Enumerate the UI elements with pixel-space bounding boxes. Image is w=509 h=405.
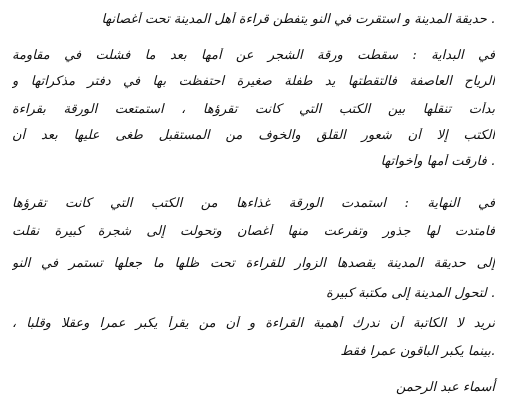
text-line: . حديقة المدينة و استقرت في النو يتفطن قراءة أهل المدينة تحت أغصانها — [101, 12, 495, 27]
text-line: إلى حديقة المدينة يقصدها الزوار للقراءة تحت ظلها ما جعلها تستمر في النو — [12, 256, 495, 271]
text-line: بدأت تنقلها بين الكتب التي كانت تقرؤها ، استمتعت الورقة بقراءة — [12, 102, 495, 117]
text-line: . فارقت أمها وأخواتها — [380, 154, 495, 169]
text-line: في البداية : سقطت ورقة الشجر عن أمها بعد ما فشلت في مقاومة — [12, 48, 495, 63]
text-line: نريد لا الكاتبة أن ندرك أهمية القراءة و أن من يقرأ يكبر عمرا وعقلا وقلبا ، — [12, 316, 495, 331]
text-line: .بينما يكبر الباقون عمرا فقط — [340, 344, 495, 359]
text-line: . لتحول المدينة إلى مكتبة كبيرة — [325, 286, 495, 301]
text-line: الرياح العاصفة فالتقطتها يد طفلة صغيرة احتفظت بها في دفتر مذكراتها و — [12, 74, 495, 89]
text-line: فامتدت لها جذور وتفرعت منها أغصان وتحولت إلى شجرة كبيرة نقلت — [12, 224, 495, 239]
text-line: في النهاية : استمدت الورقة غذاءها من الكتب التي كانت تقرؤها — [12, 196, 495, 211]
author-signature: أسماء عبد الرحمن — [395, 380, 495, 395]
text-line: الكتب إلا أن شعور القلق والخوف من المستقبل طغى عليها بعد أن — [12, 128, 495, 143]
